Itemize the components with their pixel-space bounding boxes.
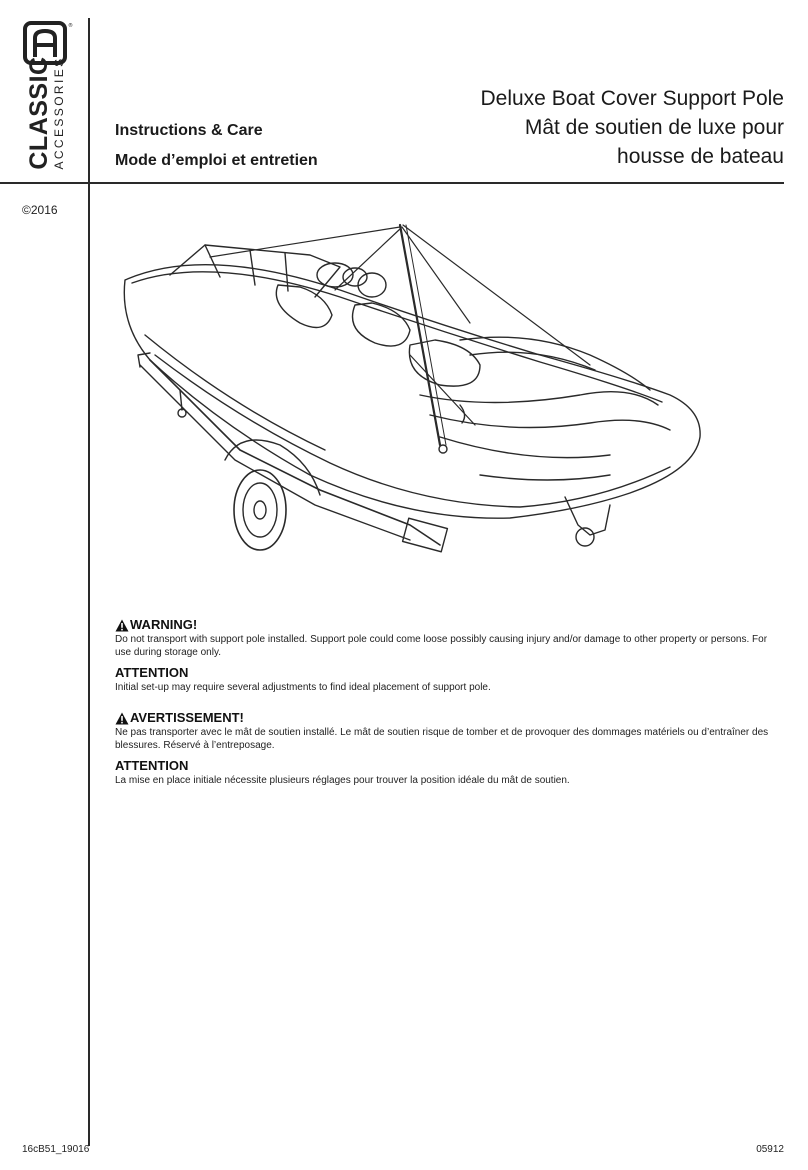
warning-en-heading — [115, 617, 775, 633]
warning-fr-heading — [115, 710, 775, 726]
notices — [115, 617, 775, 787]
boat-on-trailer-with-support-pole-illustration — [110, 205, 710, 580]
copyright: ©2016 — [22, 203, 58, 217]
warning-fr-body: Ne pas transporter avec le mât de soutien installé. Le mât de soutien risque de tomber et de provoquer des dommages matériels ou d’entraîner des blessures. Réservé à l’entreposage. — [115, 727, 769, 751]
header-rule — [0, 182, 784, 184]
attention-fr-body: La mise en place initiale nécessite plusieurs réglages pour trouver la position idéale du mât de soutien. — [115, 775, 570, 786]
instructions-heading — [115, 116, 318, 176]
footer-product-number: 05912 — [756, 1144, 784, 1155]
brand-name: CLASSIC — [25, 56, 53, 170]
svg-text:®: ® — [68, 23, 73, 29]
warning-en-title: WARNING! — [130, 617, 198, 632]
warning-triangle-icon — [115, 712, 129, 725]
attention-en-title: ATTENTION — [115, 665, 189, 680]
brand-tagline: ACCESSORIES — [52, 56, 66, 170]
product-title-en: Deluxe Boat Cover Support Pole — [480, 87, 784, 110]
boat-illustration — [110, 205, 710, 580]
instructions-title-en: Instructions & Care — [115, 122, 263, 139]
brand-logo — [18, 18, 74, 168]
attention-en-body: Initial set-up may require several adjustments to find ideal placement of support pole. — [115, 682, 491, 693]
attention-fr-title: ATTENTION — [115, 758, 189, 773]
product-title — [480, 84, 784, 171]
instructions-title-fr: Mode d’emploi et entretien — [115, 152, 318, 169]
product-title-fr-line1: Mât de soutien de luxe pour — [524, 116, 784, 139]
footer-document-code: 16cB51_19016 — [22, 1144, 90, 1155]
brand-wordmark — [27, 56, 65, 169]
warning-triangle-icon — [115, 619, 129, 632]
warning-fr-title: AVERTISSEMENT! — [130, 710, 244, 725]
warning-en-body: Do not transport with support pole installed. Support pole could come loose possibly causing injury and/or damage to other property or persons. For use during storage only. — [115, 634, 768, 658]
product-title-fr-line2: housse de bateau — [617, 145, 784, 168]
vertical-rule — [88, 18, 90, 1146]
